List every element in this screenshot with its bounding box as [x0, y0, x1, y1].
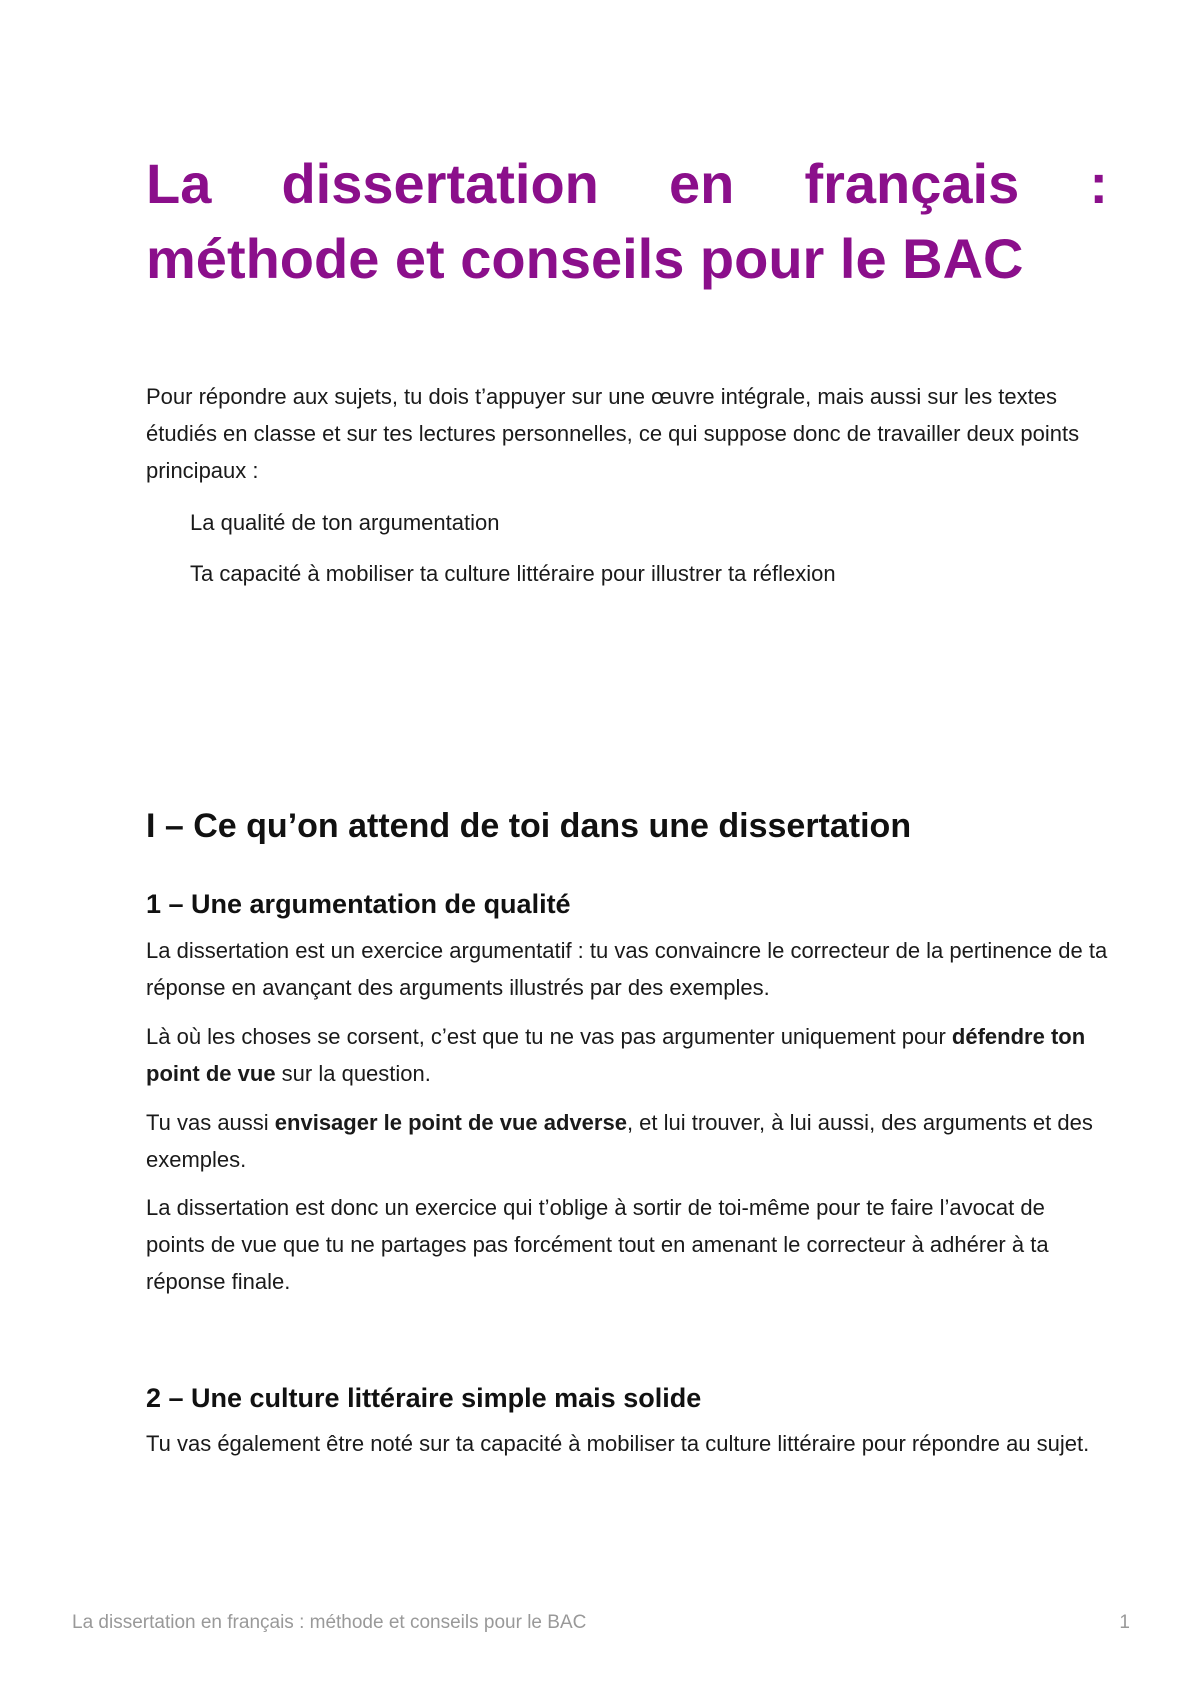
title-line-2: méthode et conseils pour le BAC	[146, 227, 1024, 290]
footer-title: La dissertation en français : méthode et conseils pour le BAC	[72, 1612, 587, 1633]
paragraph-2-emphasis: défendre ton point de vue	[146, 1024, 1086, 1086]
key-points-list	[190, 508, 836, 610]
paragraph-3	[146, 1104, 1108, 1178]
paragraph-3-emphasis: envisager le point de vue adverse	[274, 1110, 627, 1135]
paragraph-4: La dissertation est donc un exercice qui t’oblige à sortir de toi-même pour te faire l’avocat de points de vue que tu ne partages pas forcément tout en amenant le correcteur à adhérer à ta réponse finale.	[146, 1195, 1049, 1294]
page-number: 1	[1119, 1612, 1130, 1633]
section-heading: I – Ce qu’on attend de toi dans une dissertation	[146, 807, 912, 845]
subsection-heading-2: 2 – Une culture littéraire simple mais solide	[146, 1383, 702, 1413]
paragraph-3-text-a: Tu vas aussi	[146, 1110, 275, 1135]
intro-paragraph: Pour répondre aux sujets, tu dois t’appuyer sur une œuvre intégrale, mais aussi sur les textes étudiés en classe et sur tes lectures personnelles, ce qui suppose donc de travailler deux points principaux :	[146, 384, 1080, 483]
paragraph-3-text-b: , et lui trouver, à lui aussi, des arguments et des exemples.	[146, 1110, 1093, 1172]
paragraph-1: La dissertation est un exercice argumentatif : tu vas convaincre le correcteur de la pertinence de ta réponse en avançant des arguments illustrés par des exemples.	[146, 938, 1108, 1000]
paragraph-2-text-b: sur la question.	[275, 1061, 431, 1086]
list-item: La qualité de ton argumentation	[190, 510, 500, 535]
paragraph-2	[146, 1018, 1108, 1092]
title-line-1: La dissertation en français :	[146, 152, 1108, 215]
subsection-heading-1: 1 – Une argumentation de qualité	[146, 889, 571, 919]
paragraph-2-text-a: Là où les choses se corsent, c’est que tu ne vas pas argumenter uniquement pour	[146, 1024, 952, 1049]
paragraph-5: Tu vas également être noté sur ta capacité à mobiliser ta culture littéraire pour répondre au sujet.	[146, 1431, 1090, 1456]
document-title	[146, 146, 1108, 296]
list-item: Ta capacité à mobiliser ta culture littéraire pour illustrer ta réflexion	[190, 561, 836, 586]
